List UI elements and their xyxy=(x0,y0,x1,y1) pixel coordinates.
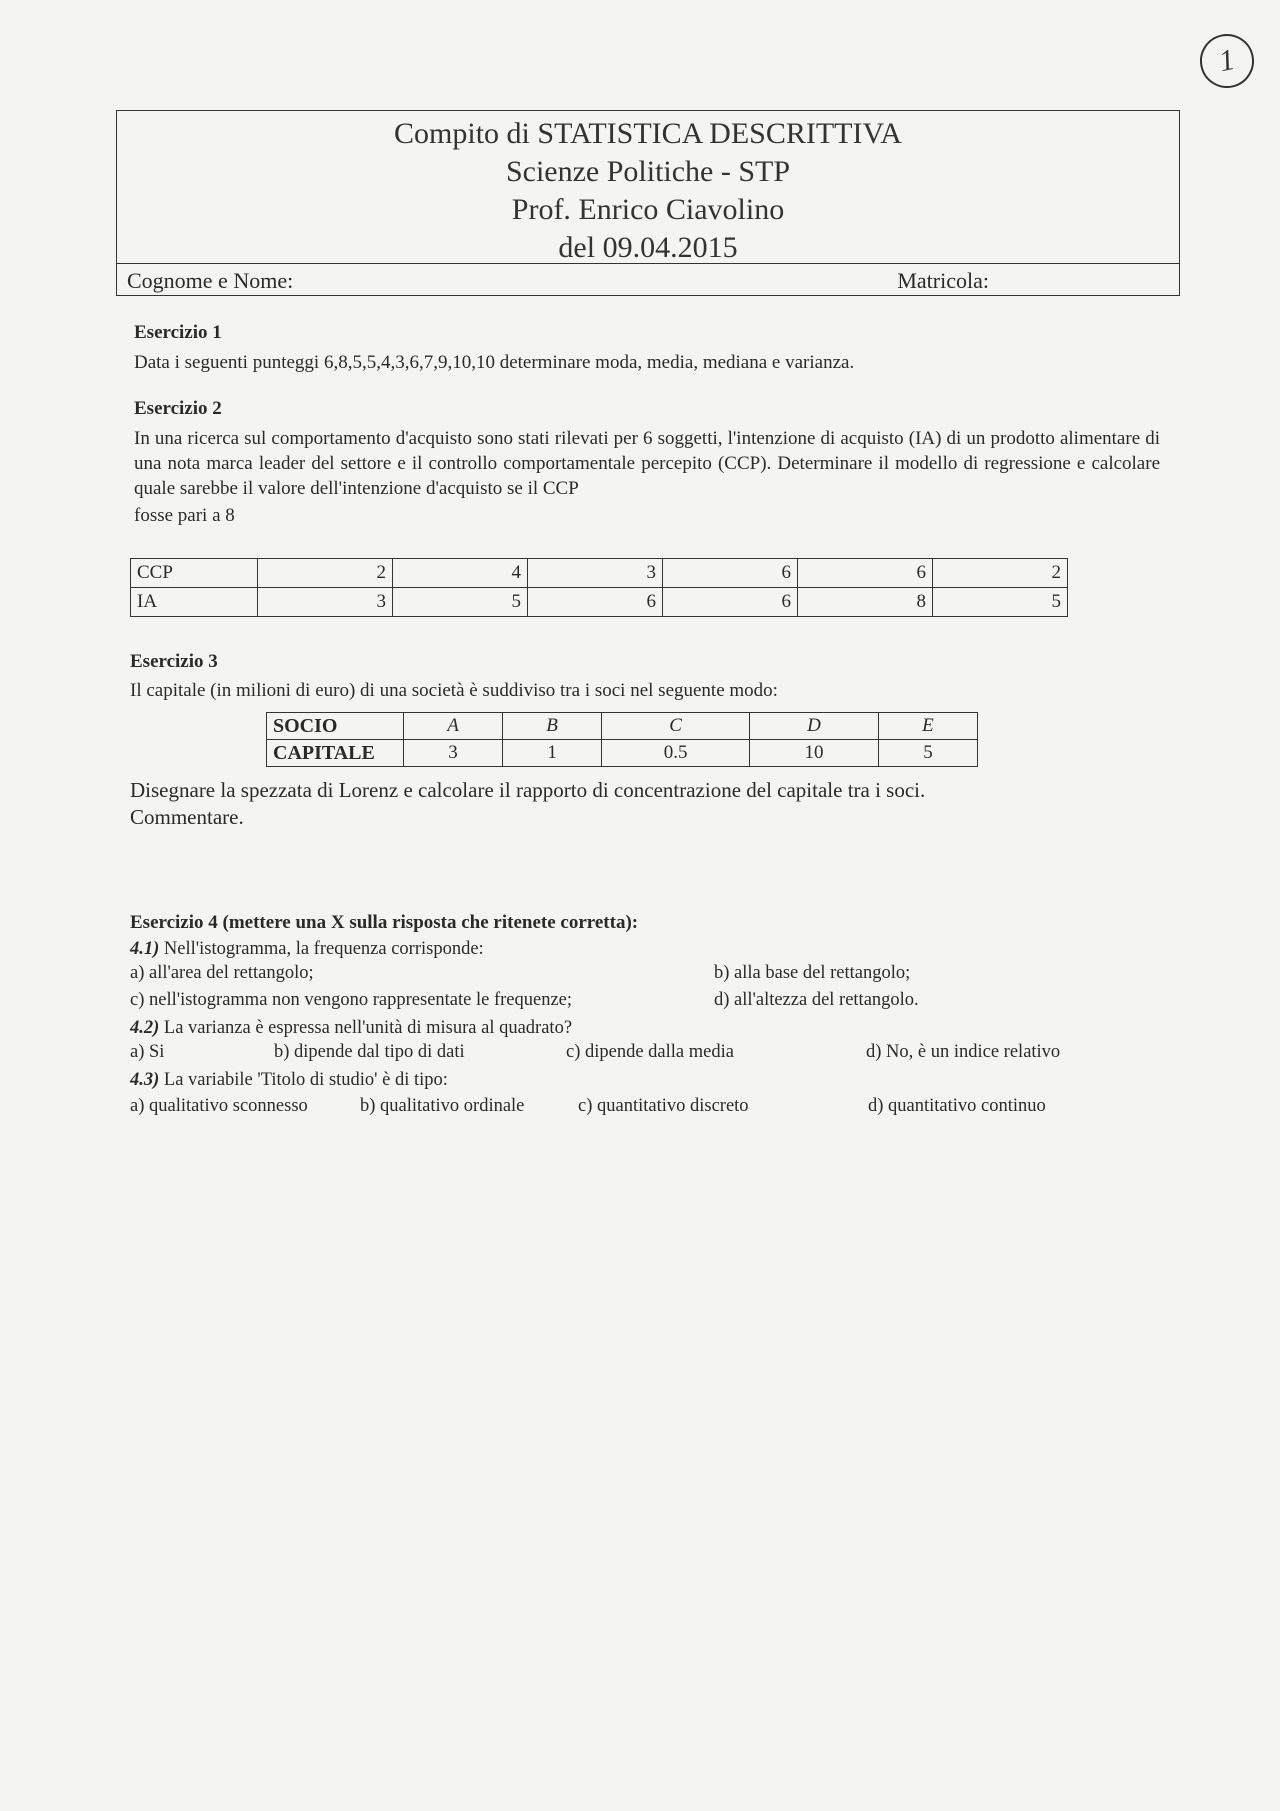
exercise-3-text: Il capitale (in milioni di euro) di una società è suddiviso tra i soci nel seguente modo: xyxy=(130,680,778,701)
exercise-1-title: Esercizio 1 xyxy=(134,322,222,343)
page-number-stamp: 1 xyxy=(1195,29,1259,93)
exercise-3-instruction: Disegnare la spezzata di Lorenz e calcolare il rapporto di concentrazione del capitale tra i soci. xyxy=(130,778,926,802)
exam-title-block xyxy=(117,111,1179,264)
ccp-value-3: 3 xyxy=(528,559,663,588)
row-label-ccp: CCP xyxy=(131,559,258,588)
socio-e: E xyxy=(878,713,977,740)
q3-option-d[interactable]: d) quantitativo continuo xyxy=(868,1096,1046,1116)
q2-option-b[interactable]: b) dipende dal tipo di dati xyxy=(274,1042,465,1062)
course-name: Scienze Politiche - STP xyxy=(505,155,791,188)
capitale-d: 10 xyxy=(750,740,879,767)
q3-option-a[interactable]: a) qualitativo sconnesso xyxy=(130,1096,308,1116)
ia-value-6: 5 xyxy=(933,588,1068,617)
question-4-1 xyxy=(130,937,484,961)
q1-option-a[interactable]: a) all'area del rettangolo; xyxy=(130,963,314,983)
q1-option-c[interactable]: c) nell'istogramma non vengono rappresentate le frequenze; xyxy=(130,990,573,1010)
ia-value-4: 6 xyxy=(663,588,798,617)
q2-option-d[interactable]: d) No, è un indice relativo xyxy=(866,1042,1061,1062)
row-label-socio: SOCIO xyxy=(267,713,404,740)
socio-d: D xyxy=(750,713,879,740)
header-box xyxy=(116,110,1180,296)
capitale-e: 5 xyxy=(878,740,977,767)
question-4-1-number: 4.1) xyxy=(130,939,160,959)
ccp-value-5: 6 xyxy=(798,559,933,588)
matricola-field-label[interactable]: Matricola: xyxy=(897,268,989,293)
ia-value-2: 5 xyxy=(393,588,528,617)
question-4-2-number: 4.2) xyxy=(130,1018,160,1038)
capitale-a: 3 xyxy=(404,740,503,767)
exercise-2-text: In una ricerca sul comportamento d'acquisto sono stati rilevati per 6 soggetti, l'intenzione di acquisto (IA) di un prodotto alimentare di una nota marca leader del settore e il controllo comportamentale percepito (CCP). Determinare il modello di regressione e calcolare quale sarebbe il valore dell'intenzione d'acquisto se il CCP xyxy=(134,428,1160,499)
q1-option-b[interactable]: b) alla base del rettangolo; xyxy=(714,963,911,983)
student-info-row xyxy=(117,263,1179,295)
exercise-2-title: Esercizio 2 xyxy=(134,398,222,419)
name-field-label[interactable]: Cognome e Nome: xyxy=(127,268,294,293)
table-row-ia xyxy=(131,588,1068,617)
exam-title: Compito di STATISTICA DESCRITTIVA xyxy=(394,117,902,150)
q1-option-d[interactable]: d) all'altezza del rettangolo. xyxy=(714,990,919,1010)
ccp-value-6: 2 xyxy=(933,559,1068,588)
capital-table xyxy=(266,712,978,767)
q3-option-c[interactable]: c) quantitativo discreto xyxy=(578,1096,749,1116)
regression-table xyxy=(130,558,1068,617)
row-label-capitale: CAPITALE xyxy=(267,740,404,767)
capitale-b: 1 xyxy=(503,740,602,767)
question-4-3 xyxy=(130,1068,448,1092)
row-label-ia: IA xyxy=(131,588,258,617)
exercise-3-title: Esercizio 3 xyxy=(130,651,218,672)
question-4-3-number: 4.3) xyxy=(130,1070,160,1090)
table-row-socio xyxy=(267,713,978,740)
socio-c: C xyxy=(602,713,750,740)
socio-a: A xyxy=(404,713,503,740)
q2-option-c[interactable]: c) dipende dalla media xyxy=(566,1042,734,1062)
question-4-2-text: La varianza è espressa nell'unità di misura al quadrato? xyxy=(163,1018,573,1038)
professor-name: Prof. Enrico Ciavolino xyxy=(511,193,785,226)
exam-date: del 09.04.2015 xyxy=(558,231,738,264)
ccp-value-4: 6 xyxy=(663,559,798,588)
ccp-value-1: 2 xyxy=(258,559,393,588)
q3-option-b[interactable]: b) qualitativo ordinale xyxy=(360,1096,525,1116)
q2-option-a[interactable]: a) Si xyxy=(130,1042,165,1062)
exercise-3-comment: Commentare. xyxy=(130,805,244,829)
question-4-2 xyxy=(130,1016,572,1040)
capitale-c: 0.5 xyxy=(602,740,750,767)
ia-value-1: 3 xyxy=(258,588,393,617)
ia-value-5: 8 xyxy=(798,588,933,617)
table-row-ccp xyxy=(131,559,1068,588)
question-4-3-text: La variabile 'Titolo di studio' è di tipo: xyxy=(163,1070,448,1090)
socio-b: B xyxy=(503,713,602,740)
exercise-2-text-last: fosse pari a 8 xyxy=(134,505,235,526)
question-4-1-text: Nell'istogramma, la frequenza corrisponde: xyxy=(163,939,484,959)
ia-value-3: 6 xyxy=(528,588,663,617)
ccp-value-2: 4 xyxy=(393,559,528,588)
exercise-4-title: Esercizio 4 (mettere una X sulla risposta che ritenete corretta): xyxy=(130,912,639,933)
exercise-1-text: Data i seguenti punteggi 6,8,5,5,4,3,6,7,9,10,10 determinare moda, media, mediana e varianza. xyxy=(134,352,855,373)
table-row-capitale xyxy=(267,740,978,767)
